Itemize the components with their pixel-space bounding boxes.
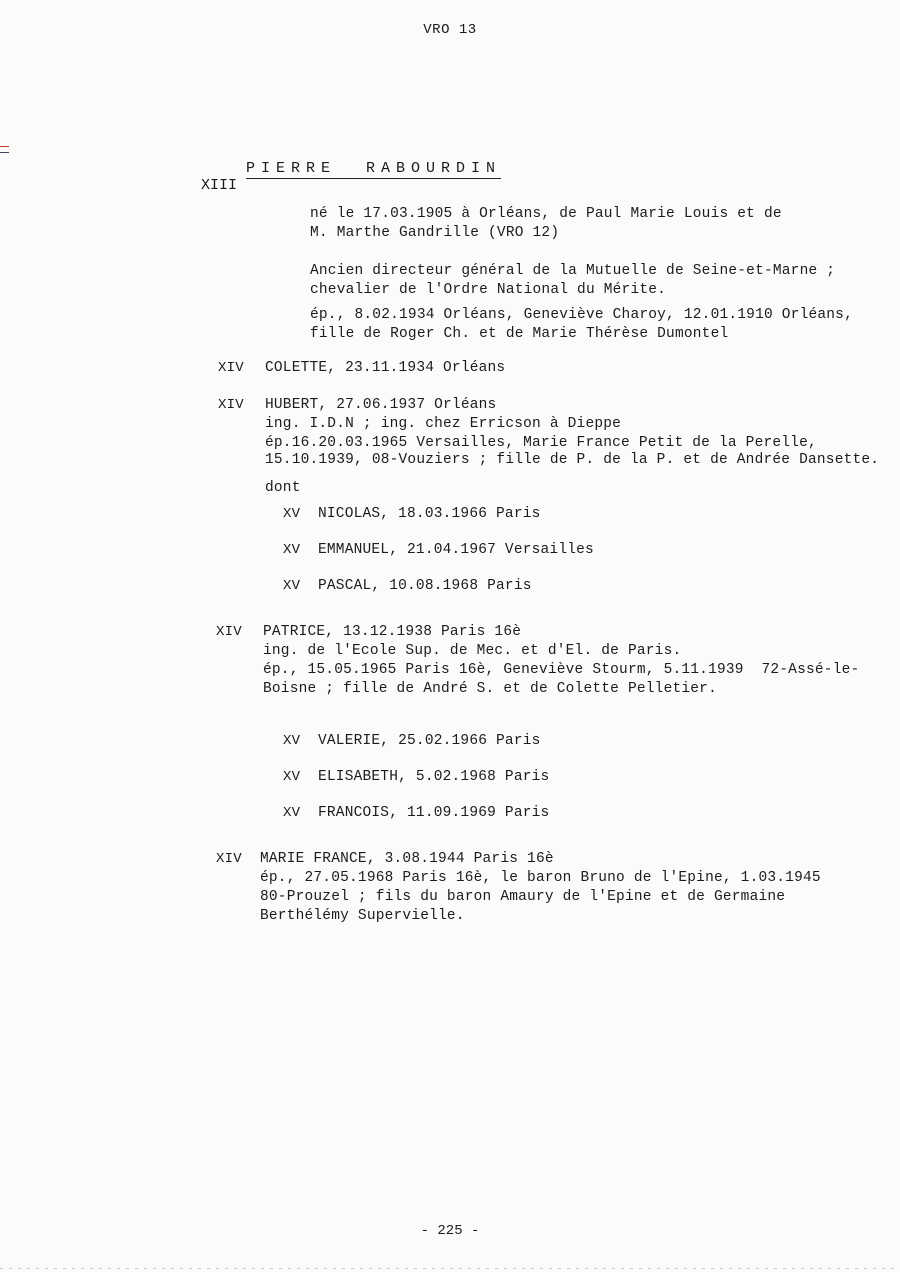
person-name: PIERRE RABOURDIN	[246, 160, 502, 177]
career-line: chevalier de l'Ordre National du Mérite.	[310, 282, 667, 298]
margin-mark	[0, 152, 9, 153]
entry-line: ép., 27.05.1968 Paris 16è, le baron Bruno de l'Epine, 1.03.1945	[260, 870, 821, 886]
dont-label: dont	[265, 480, 301, 496]
entry-line: 15.10.1939, 08-Vouziers ; fille de P. de la P. et de Andrée Dansette.	[265, 452, 880, 468]
child-line: VALERIE, 25.02.1966 Paris	[318, 733, 541, 749]
generation-label: XIV	[216, 624, 242, 640]
generation-label: XV	[283, 733, 301, 749]
generation-label: XIV	[216, 851, 242, 867]
generation-label: XV	[283, 578, 301, 594]
generation-label: XV	[283, 769, 301, 785]
generation-label: XV	[283, 506, 301, 522]
child-line: FRANCOIS, 11.09.1969 Paris	[318, 805, 550, 821]
entry-line: Berthélémy Supervielle.	[260, 908, 465, 924]
child-line: NICOLAS, 18.03.1966 Paris	[318, 506, 541, 522]
entry-line: PATRICE, 13.12.1938 Paris 16è	[263, 624, 522, 640]
entry-line: ép., 15.05.1965 Paris 16è, Geneviève Stourm, 5.11.1939 72-Assé-le-	[263, 662, 860, 678]
child-line: EMMANUEL, 21.04.1967 Versailles	[318, 542, 594, 558]
entry-line: COLETTE, 23.11.1934 Orléans	[265, 360, 506, 376]
scan-edge	[0, 1268, 900, 1269]
entry-line: MARIE FRANCE, 3.08.1944 Paris 16è	[260, 851, 554, 867]
generation-label: XIV	[218, 360, 244, 376]
entry-line: ing. I.D.N ; ing. chez Erricson à Dieppe	[265, 416, 622, 432]
generation-label: XV	[283, 805, 301, 821]
generation-label: XIV	[218, 397, 244, 413]
marriage-line: ép., 8.02.1934 Orléans, Geneviève Charoy, 12.01.1910 Orléans,	[310, 307, 853, 323]
page-header: VRO 13	[423, 22, 477, 38]
child-line: PASCAL, 10.08.1968 Paris	[318, 578, 532, 594]
marriage-line: fille de Roger Ch. et de Marie Thérèse Dumontel	[310, 326, 729, 342]
entry-line: ép.16.20.03.1965 Versailles, Marie France Petit de la Perelle,	[265, 435, 817, 451]
generation-label: XIII	[201, 177, 238, 194]
entry-line: HUBERT, 27.06.1937 Orléans	[265, 397, 497, 413]
entry-line: Boisne ; fille de André S. et de Colette Pelletier.	[263, 681, 717, 697]
entry-line: 80-Prouzel ; fils du baron Amaury de l'Epine et de Germaine	[260, 889, 786, 905]
generation-label: XV	[283, 542, 301, 558]
page-number: - 225 -	[420, 1223, 480, 1239]
margin-mark	[0, 146, 9, 147]
birth-line: M. Marthe Gandrille (VRO 12)	[310, 225, 560, 241]
main-heading	[183, 160, 502, 211]
entry-line: ing. de l'Ecole Sup. de Mec. et d'El. de Paris.	[263, 643, 682, 659]
birth-line: né le 17.03.1905 à Orléans, de Paul Marie Louis et de	[310, 206, 782, 222]
career-line: Ancien directeur général de la Mutuelle de Seine-et-Marne ;	[310, 263, 836, 279]
child-line: ELISABETH, 5.02.1968 Paris	[318, 769, 550, 785]
